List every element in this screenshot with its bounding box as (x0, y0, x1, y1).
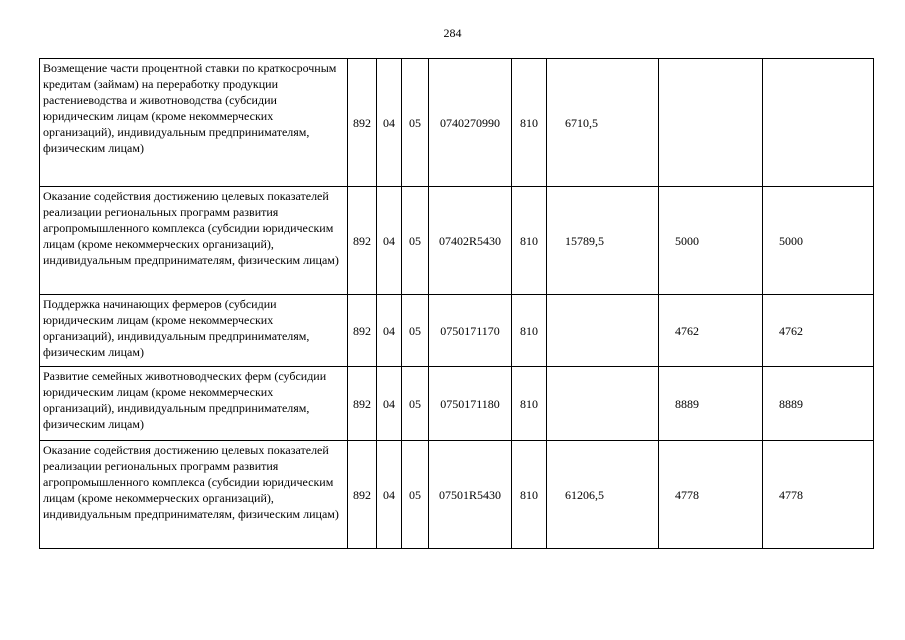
amount-year1-cell: 6710,5 (547, 59, 659, 187)
amount-year1-cell: 61206,5 (547, 441, 659, 549)
ministry-code-cell: 892 (348, 187, 377, 295)
expense-type-cell: 810 (512, 367, 547, 441)
amount-year1-cell: 15789,5 (547, 187, 659, 295)
ministry-code-cell: 892 (348, 295, 377, 367)
section-code-cell: 04 (377, 367, 402, 441)
subsection-code-cell: 05 (402, 59, 429, 187)
budget-table (39, 58, 874, 549)
amount-year3-cell: 8889 (763, 367, 874, 441)
amount-year1-cell (547, 295, 659, 367)
amount-year2-cell (659, 59, 763, 187)
page-number: 284 (443, 26, 462, 40)
amount-year2-cell: 4778 (659, 441, 763, 549)
expense-type-cell: 810 (512, 59, 547, 187)
subsection-code-cell: 05 (402, 295, 429, 367)
section-code-cell: 04 (377, 187, 402, 295)
amount-year2-cell: 8889 (659, 367, 763, 441)
subsection-code-cell: 05 (402, 367, 429, 441)
target-article-cell: 0750171170 (429, 295, 512, 367)
expense-name-cell: Оказание содействия достижению целевых показателей реализации региональных программ развития агропромышленного комплекса (субсидии юридическим лицам (кроме некоммерческих организаций), индивидуальным предпринимателям, физическим лицам) (40, 187, 348, 295)
ministry-code-cell: 892 (348, 59, 377, 187)
table-row (40, 59, 874, 187)
expense-name-cell: Развитие семейных животноводческих ферм (субсидии юридическим лицам (кроме некоммерческих организаций), индивидуальным предпринимателям, физическим лицам) (40, 367, 348, 441)
amount-year3-cell: 4762 (763, 295, 874, 367)
target-article-cell: 07501R5430 (429, 441, 512, 549)
expense-type-cell: 810 (512, 295, 547, 367)
amount-year2-cell: 5000 (659, 187, 763, 295)
amount-year2-cell: 4762 (659, 295, 763, 367)
amount-year3-cell (763, 59, 874, 187)
expense-name-cell: Поддержка начинающих фермеров (субсидии юридическим лицам (кроме некоммерческих организаций), индивидуальным предпринимателям, физическим лицам) (40, 295, 348, 367)
ministry-code-cell: 892 (348, 441, 377, 549)
table-row (40, 441, 874, 549)
target-article-cell: 07402R5430 (429, 187, 512, 295)
expense-name-cell: Оказание содействия достижению целевых показателей реализации региональных программ развития агропромышленного комплекса (субсидии юридическим лицам (кроме некоммерческих организаций), индивидуальным предпринимателям, физическим лицам) (40, 441, 348, 549)
subsection-code-cell: 05 (402, 187, 429, 295)
section-code-cell: 04 (377, 441, 402, 549)
expense-type-cell: 810 (512, 187, 547, 295)
amount-year1-cell (547, 367, 659, 441)
amount-year3-cell: 5000 (763, 187, 874, 295)
target-article-cell: 0750171180 (429, 367, 512, 441)
expense-type-cell: 810 (512, 441, 547, 549)
table-row (40, 295, 874, 367)
subsection-code-cell: 05 (402, 441, 429, 549)
amount-year3-cell: 4778 (763, 441, 874, 549)
section-code-cell: 04 (377, 295, 402, 367)
expense-name-cell: Возмещение части процентной ставки по краткосрочным кредитам (займам) на переработку продукции растениеводства и животноводства (субсидии юридическим лицам (кроме некоммерческих организаций), индивидуальным предпринимателям, физическим лицам) (40, 59, 348, 187)
section-code-cell: 04 (377, 59, 402, 187)
ministry-code-cell: 892 (348, 367, 377, 441)
table-row (40, 187, 874, 295)
table-row (40, 367, 874, 441)
target-article-cell: 0740270990 (429, 59, 512, 187)
